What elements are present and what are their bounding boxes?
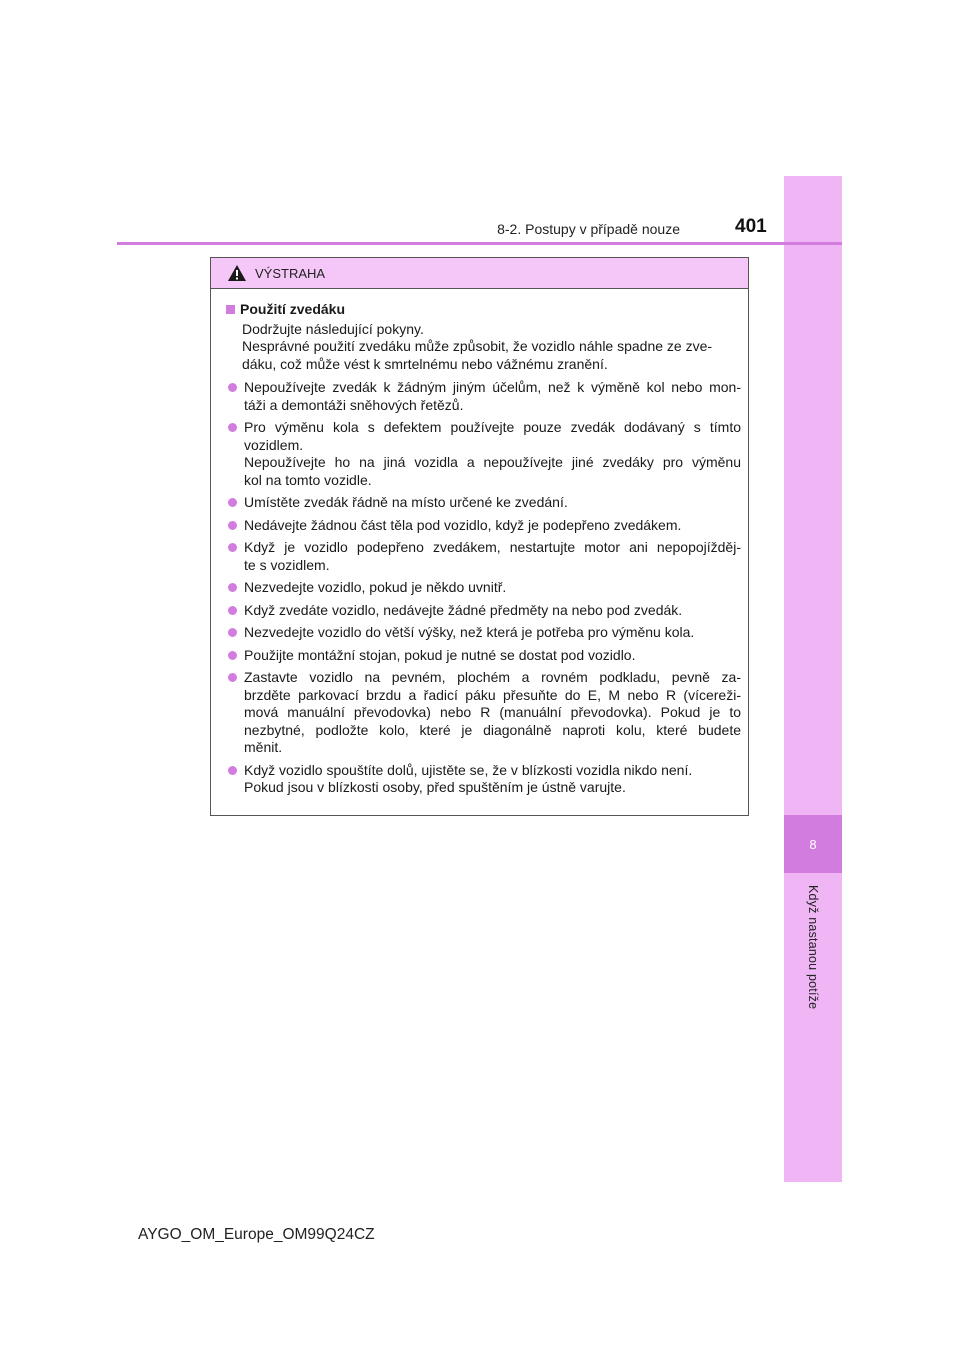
bullet-line: te s vozidlem.	[244, 556, 330, 573]
bullet-text	[244, 539, 741, 574]
section-title: 8-2. Postupy v případě nouze	[497, 221, 680, 237]
square-bullet-icon	[226, 305, 235, 314]
document-code: AYGO_OM_Europe_OM99Q24CZ	[138, 1226, 375, 1243]
bullet-dot-icon	[228, 423, 237, 432]
warning-triangle-icon	[227, 264, 247, 282]
bullet-line: Nepoužívejte ho na jiná vozidla a nepoužívejte jiné zvedáky pro výměnu	[244, 454, 741, 470]
bullet-dot-icon	[228, 521, 237, 530]
bullet-line: měnit.	[244, 739, 283, 755]
bullet-text	[244, 762, 741, 797]
warning-intro	[226, 321, 741, 374]
bullet-line: vozidlem.	[244, 436, 304, 453]
bullet-dot-icon	[228, 383, 237, 392]
warning-bullet	[226, 419, 741, 489]
intro-line: Nesprávné použití zvedáku může způsobit, že vozidlo náhle spadne ze zve-	[242, 338, 713, 354]
bullet-line: brzděte parkovací brzdu a řadicí páku přesuňte do E, M nebo R (vícereži-	[244, 686, 741, 703]
bullet-line: Když je vozidlo podepřeno zvedákem, nestartujte motor ani nepopojížděj-	[244, 539, 741, 555]
warning-bullet	[226, 762, 741, 797]
bullet-dot-icon	[228, 673, 237, 682]
bullet-text	[244, 624, 741, 642]
warning-box	[210, 257, 749, 816]
bullet-line: Pro výměnu kola s defektem používejte pouze zvedák dodávaný s tímto	[244, 419, 741, 435]
chapter-title: Když nastanou potíže	[806, 885, 820, 1010]
bullet-dot-icon	[228, 543, 237, 552]
bullet-line: Nezvedejte vozidlo, pokud je někdo uvnitř.	[244, 579, 507, 595]
bullet-text	[244, 419, 741, 489]
warning-header	[211, 258, 748, 289]
warning-bullet	[226, 494, 741, 512]
warning-body	[211, 289, 748, 797]
chapter-number: 8	[809, 836, 817, 852]
page-number: 401	[735, 216, 767, 237]
warning-bullet-list	[226, 379, 741, 797]
bullet-dot-icon	[228, 766, 237, 775]
bullet-dot-icon	[228, 606, 237, 615]
bullet-line: Když vozidlo spouštíte dolů, ujistěte se, že v blízkosti vozidla nikdo není.	[244, 761, 693, 778]
header-rule	[117, 242, 842, 245]
chapter-title-vertical	[784, 885, 842, 1035]
bullet-line: Nedávejte žádnou část těla pod vozidlo, když je podepřeno zvedákem.	[244, 516, 682, 533]
intro-line: Dodržujte následující pokyny.	[242, 320, 424, 337]
bullet-text	[244, 579, 741, 597]
bullet-text	[244, 517, 741, 535]
bullet-line: Pokud jsou v blízkosti osoby, před spuštěním je ústně varujte.	[244, 779, 626, 795]
bullet-line: Umístěte zvedák řádně na místo určené ke zvedání.	[244, 494, 568, 510]
warning-bullet	[226, 379, 741, 414]
warning-title: VÝSTRAHA	[255, 265, 326, 281]
bullet-text	[244, 669, 741, 757]
bullet-dot-icon	[228, 651, 237, 660]
intro-line: dáku, což může vést k smrtelnému nebo vážnému zranění.	[242, 355, 608, 372]
warning-bullet	[226, 647, 741, 665]
bullet-line: nezbytné, podložte kolo, které je diagonálně naproti kolu, které budete	[244, 721, 741, 738]
bullet-dot-icon	[228, 583, 237, 592]
bullet-text	[244, 494, 741, 512]
bullet-line: táži a demontáži sněhových řetězů.	[244, 396, 464, 413]
warning-bullet	[226, 602, 741, 620]
warning-bullet	[226, 539, 741, 574]
bullet-line: Nepoužívejte zvedák k žádným jiným účelům, než k výměně kol nebo mon-	[244, 379, 741, 395]
warning-bullet	[226, 624, 741, 642]
warning-topic	[226, 301, 741, 319]
bullet-text	[244, 602, 741, 620]
bullet-line: Nezvedejte vozidlo do větší výšky, než která je potřeba pro výměnu kola.	[244, 624, 695, 640]
bullet-line: kol na tomto vozidle.	[244, 471, 372, 488]
bullet-text	[244, 647, 741, 665]
warning-bullet	[226, 517, 741, 535]
bullet-line: Když zvedáte vozidlo, nedávejte žádné předměty na nebo pod zvedák.	[244, 601, 683, 618]
bullet-dot-icon	[228, 498, 237, 507]
chapter-tab	[784, 815, 842, 873]
warning-bullet	[226, 669, 741, 757]
bullet-dot-icon	[228, 628, 237, 637]
bullet-line: Zastavte vozidlo na pevném, plochém a rovném podkladu, pevně za-	[244, 669, 741, 685]
topic-title: Použití zvedáku	[240, 301, 346, 317]
bullet-text	[244, 379, 741, 414]
bullet-line: mová manuální převodovka) nebo R (manuální převodovka). Pokud je to	[244, 704, 741, 720]
bullet-line: Použijte montážní stojan, pokud je nutné se dostat pod vozidlo.	[244, 646, 636, 663]
warning-bullet	[226, 579, 741, 597]
